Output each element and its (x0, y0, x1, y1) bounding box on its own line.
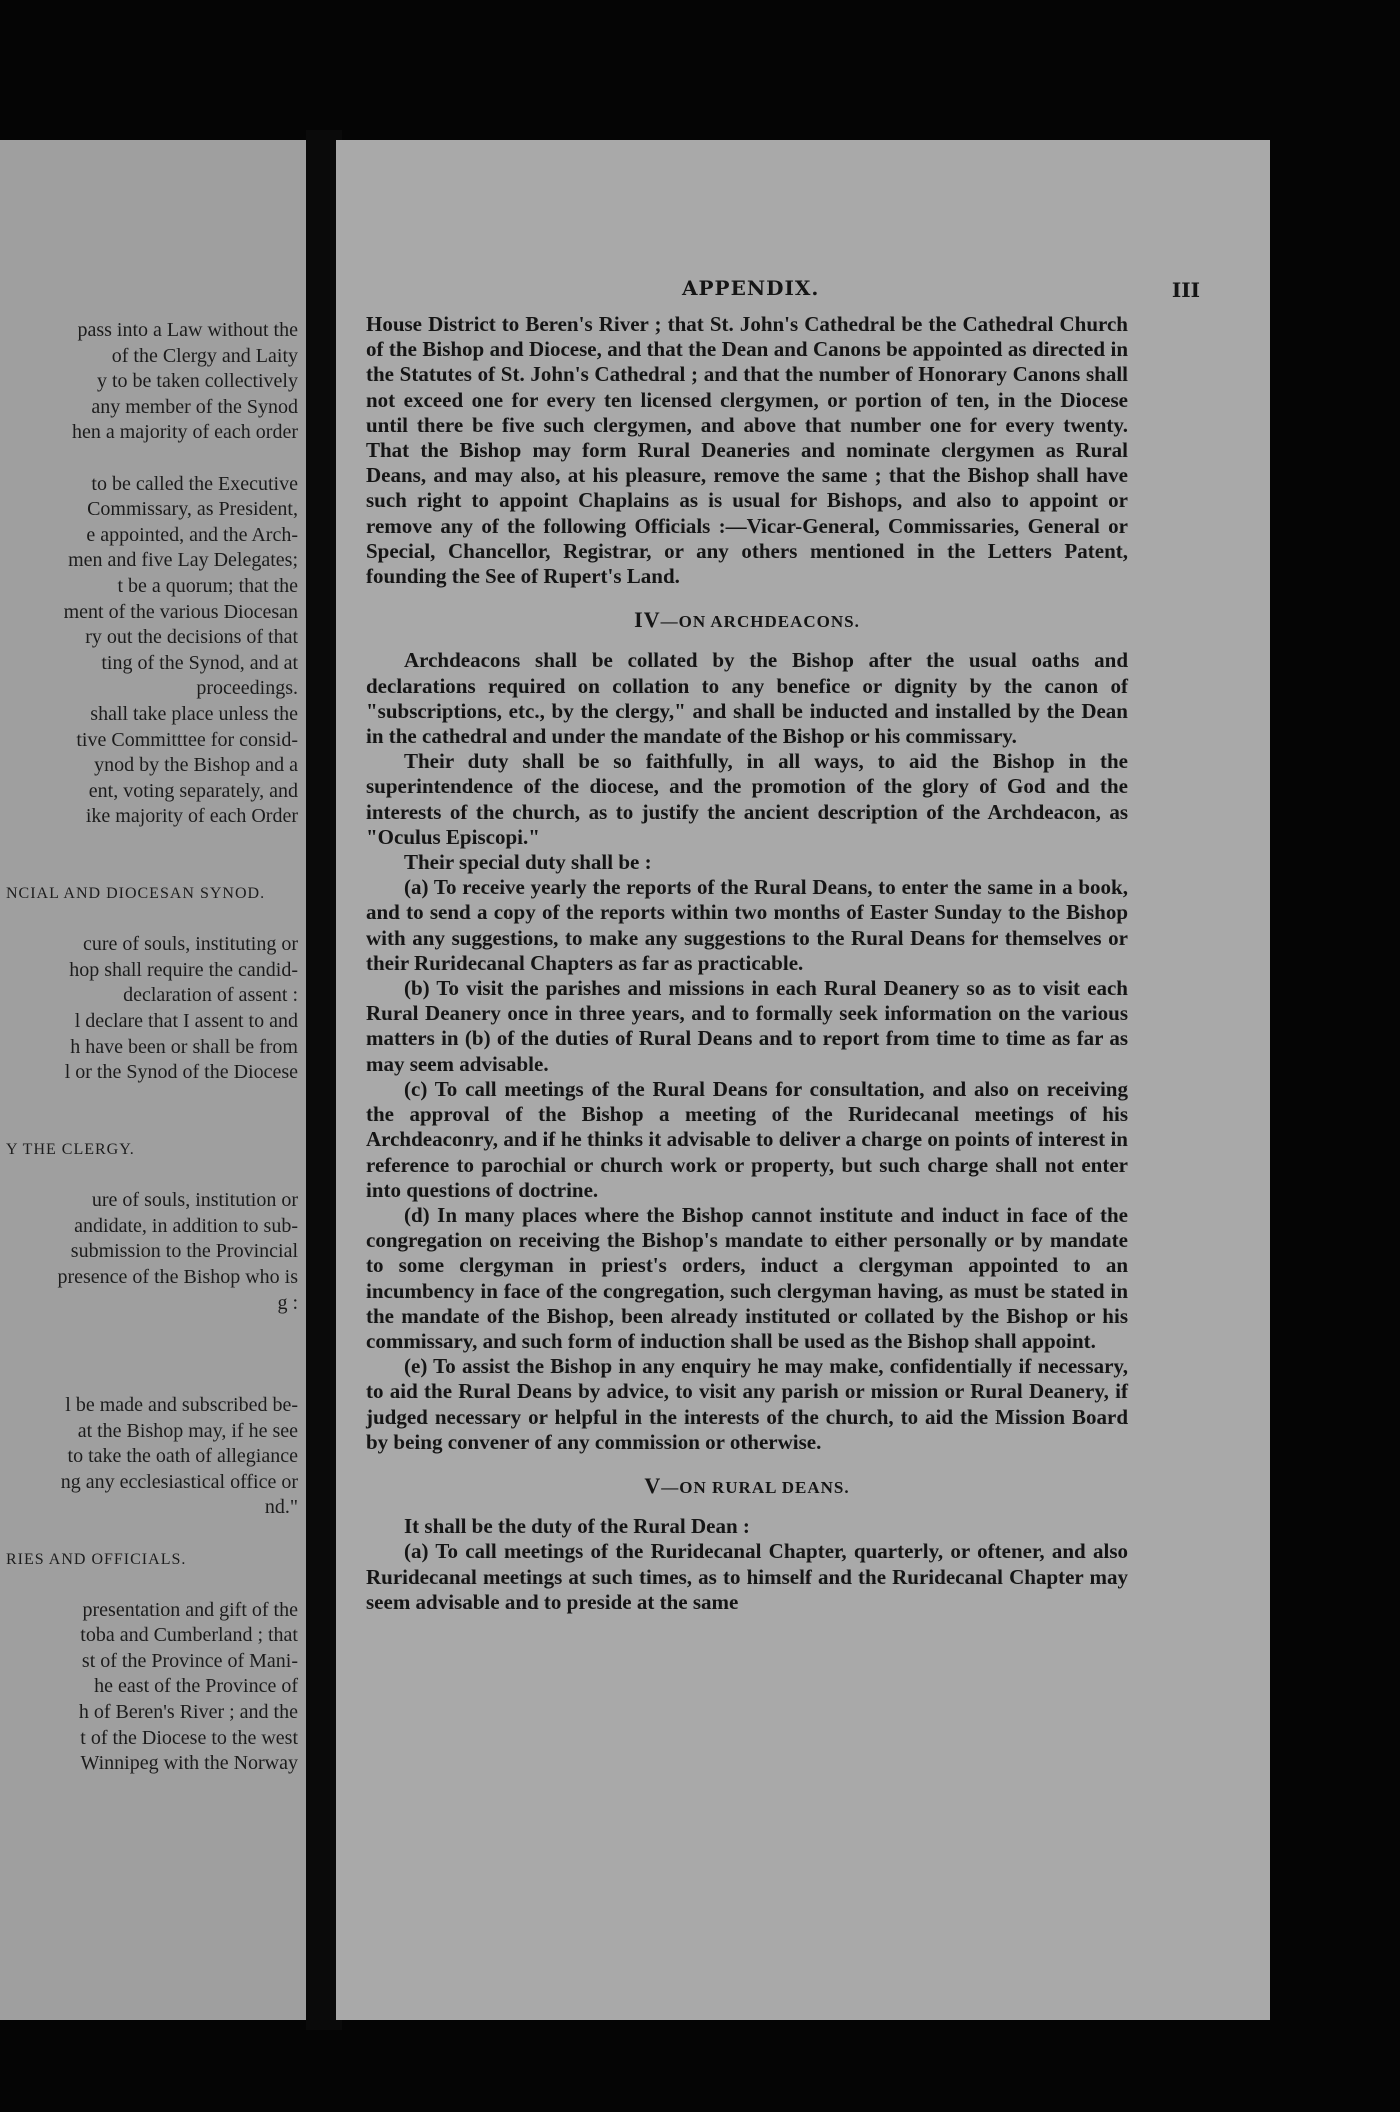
paragraph: (b) To visit the parishes and missions in each Rural Deanery so as to visit each Rural Deanery once in three years, and to formally seek information on the various matters in (b) of the duties of Rural Deans and to report from time to time as far as may seem advisable. (366, 976, 1128, 1076)
left-page-line: t of the Diocese to the west (80, 1726, 298, 1749)
section-heading-archdeacons (366, 607, 1128, 634)
left-page-line: hop shall require the candid- (69, 958, 298, 981)
left-page-line: e appointed, and the Arch- (86, 523, 298, 546)
left-page-line (0, 855, 306, 881)
section-title: —ON RURAL DEANS. (661, 1477, 850, 1497)
left-page-line (0, 830, 306, 856)
page-number: III (1171, 278, 1200, 302)
left-page-line: at the Bishop may, if he see (77, 1419, 298, 1442)
left-page-line: y to be taken collectively (96, 370, 298, 393)
left-page-line: Commissary, as President, (87, 498, 298, 521)
paragraph: Their duty shall be so faithfully, in all ways, to aid the Bishop in the superintendence of the diocese, and the promotion of the glory of God and the interests of the church, as to justify the ancient description of the Archdeacon, as "Oculus Episcopi." (366, 749, 1128, 849)
left-page-line: andidate, in addition to sub- (74, 1214, 298, 1237)
section-title: —ON ARCHDEACONS. (660, 612, 860, 632)
left-page-line (0, 1521, 306, 1547)
left-page-line: to take the oath of allegiance (67, 1445, 298, 1468)
left-page-line (0, 1163, 306, 1189)
left-page-line: t be a quorum; that the (117, 574, 298, 597)
left-page-line: RIES AND OFFICIALS. (6, 1550, 187, 1568)
left-page-line: nd." (264, 1496, 298, 1519)
left-page-line (0, 907, 306, 933)
paragraph: Archdeacons shall be collated by the Bishop after the usual oaths and declarations required on collation to any benefice or dignity by the canon of "subscriptions, etc., by the clergy," and shall be inducted and installed by the Dean in the cathedral and under the mandate of the Bishop or his commissary. (366, 648, 1128, 749)
left-page-line: shall take place unless the (90, 702, 298, 725)
section-numeral: V (644, 1472, 662, 1498)
left-page-line: hen a majority of each order (71, 421, 298, 444)
running-title: APPENDIX. (682, 276, 820, 300)
left-page-line: he east of the Province of (94, 1675, 298, 1698)
paragraph: (d) In many places where the Bishop cannot institute and induct in face of the congregation on receiving the Bishop's mandate to either personally or by mandate to some clergyman in priest's orders, induct a clergyman appointed to an incumbency in face of the congregation, such clergyman having, as must be stated in the mandate of the Bishop, been already instituted or collated by the Bishop or his commissary, and such form of induction shall be used as the Bishop shall appoint. (366, 1202, 1128, 1353)
left-page-text (0, 318, 306, 1777)
paragraph: (c) To call meetings of the Rural Deans for consultation, and also on receiving the approval of the Bishop a meeting of the Ruridecanal meetings of his Archdeaconry, and if he thinks it advisable to deliver a charge on points of interest in reference to parochial or church work or property, but such charge shall not enter into questions of doctrine. (366, 1076, 1128, 1202)
left-page-line: toba and Cumberland ; that (80, 1624, 298, 1647)
left-page-line (0, 446, 306, 472)
paragraph: It shall be the duty of the Rural Dean : (404, 1514, 750, 1539)
left-page-line: Y THE CLERGY. (6, 1141, 135, 1158)
left-page-line (0, 1086, 306, 1112)
left-page-line: presentation and gift of the (82, 1598, 298, 1621)
left-page-line: h have been or shall be from (70, 1035, 298, 1058)
paragraph: (a) To call meetings of the Ruridecanal Chapter, quarterly, or oftener, and also Ruridecanal meetings at such times, as to himself and the Ruridecanal Chapter may seem advisable and to preside at the same (366, 1539, 1128, 1614)
left-page-line: cure of souls, instituting or (83, 933, 298, 956)
left-page-line: g : (277, 1291, 298, 1314)
left-page-line: NCIAL AND DIOCESAN SYNOD. (6, 885, 266, 903)
left-page-line: ynod by the Bishop and a (94, 754, 298, 777)
left-page-line: any member of the Synod (91, 395, 298, 418)
left-page-line (0, 1367, 306, 1393)
paragraph: Their special duty shall be : (404, 850, 652, 875)
left-page-line (0, 1342, 306, 1368)
left-page-line (0, 1111, 306, 1137)
left-page-line: l declare that I assent to and (74, 1010, 298, 1033)
opening-paragraph: House District to Beren's River ; that St. John's Cathedral be the Cathedral Church of the Bishop and Diocese, and that the Dean and Canons be appointed as directed in the Statutes of St. John's Cathedral ; and that the number of Honorary Canons shall not exceed one for every ten licensed clergymen, or portion of ten, in the Diocese until there be five such clergymen, and above that number one for every twenty. That the Bishop may form Rural Deaneries and nominate clergymen as Rural Deans, and may also, at his pleasure, remove the same ; that the Bishop shall have such right to appoint Chaplains as is usual for Bishops, and also to appoint or remove any of the following Officials :—Vicar-General, Commissaries, General or Special, Chancellor, Registrar, or any others mentioned in the Letters Patent, founding the See of Rupert's Land. (366, 312, 1128, 589)
left-page-line: tive Committtee for consid- (76, 728, 298, 751)
right-page (336, 140, 1270, 2020)
section-numeral: IV (634, 607, 661, 633)
left-page-line: Winnipeg with the Norway (80, 1752, 298, 1775)
page-header (336, 268, 1270, 308)
section-heading-rural-deans (366, 1473, 1128, 1500)
left-page-line: ry out the decisions of that (85, 626, 298, 649)
left-page-line: of the Clergy and Laity (111, 344, 298, 367)
left-page-line: st of the Province of Mani- (81, 1649, 298, 1672)
left-page-line: l be made and subscribed be- (65, 1393, 298, 1416)
left-page-line: l or the Synod of the Diocese (64, 1061, 298, 1084)
left-page-line (0, 1572, 306, 1598)
left-page-line: proceedings. (196, 677, 298, 700)
page-body (366, 312, 1128, 1615)
left-page (0, 140, 306, 2020)
left-page-line: ng any ecclesiastical office or (60, 1470, 298, 1493)
left-page-line: to be called the Executive (91, 472, 298, 495)
left-page-line: ike majority of each Order (85, 805, 298, 828)
left-page-line: ure of souls, institution or (91, 1189, 298, 1212)
left-page-line: submission to the Provincial (70, 1240, 298, 1263)
left-page-line: ent, voting separately, and (88, 779, 298, 802)
left-page-line (0, 1316, 306, 1342)
paragraph: (a) To receive yearly the reports of the Rural Deans, to enter the same in a book, and to send a copy of the reports within two months of Easter Sunday to the Bishop with any suggestions, to make any suggestions to the Rural Deans for themselves or their Ruridecanal Chapters as far as practicable. (366, 875, 1128, 975)
left-page-line: ting of the Synod, and at (101, 651, 298, 674)
left-page-line: ment of the various Diocesan (63, 600, 298, 623)
left-page-line: presence of the Bishop who is (57, 1265, 298, 1288)
left-page-line: declaration of assent : (123, 984, 298, 1007)
paragraph: (e) To assist the Bishop in any enquiry he may make, confidentially if necessary, to aid the Rural Deans by advice, to visit any parish or mission or Rural Deanery, if judged necessary or helpful in the interests of the church, to aid the Mission Board by being convener of any commission or otherwise. (366, 1354, 1128, 1454)
left-page-line: h of Beren's River ; and the (78, 1701, 298, 1724)
left-page-line: men and five Lay Delegates; (68, 549, 298, 572)
left-page-line: pass into a Law without the (77, 319, 298, 341)
